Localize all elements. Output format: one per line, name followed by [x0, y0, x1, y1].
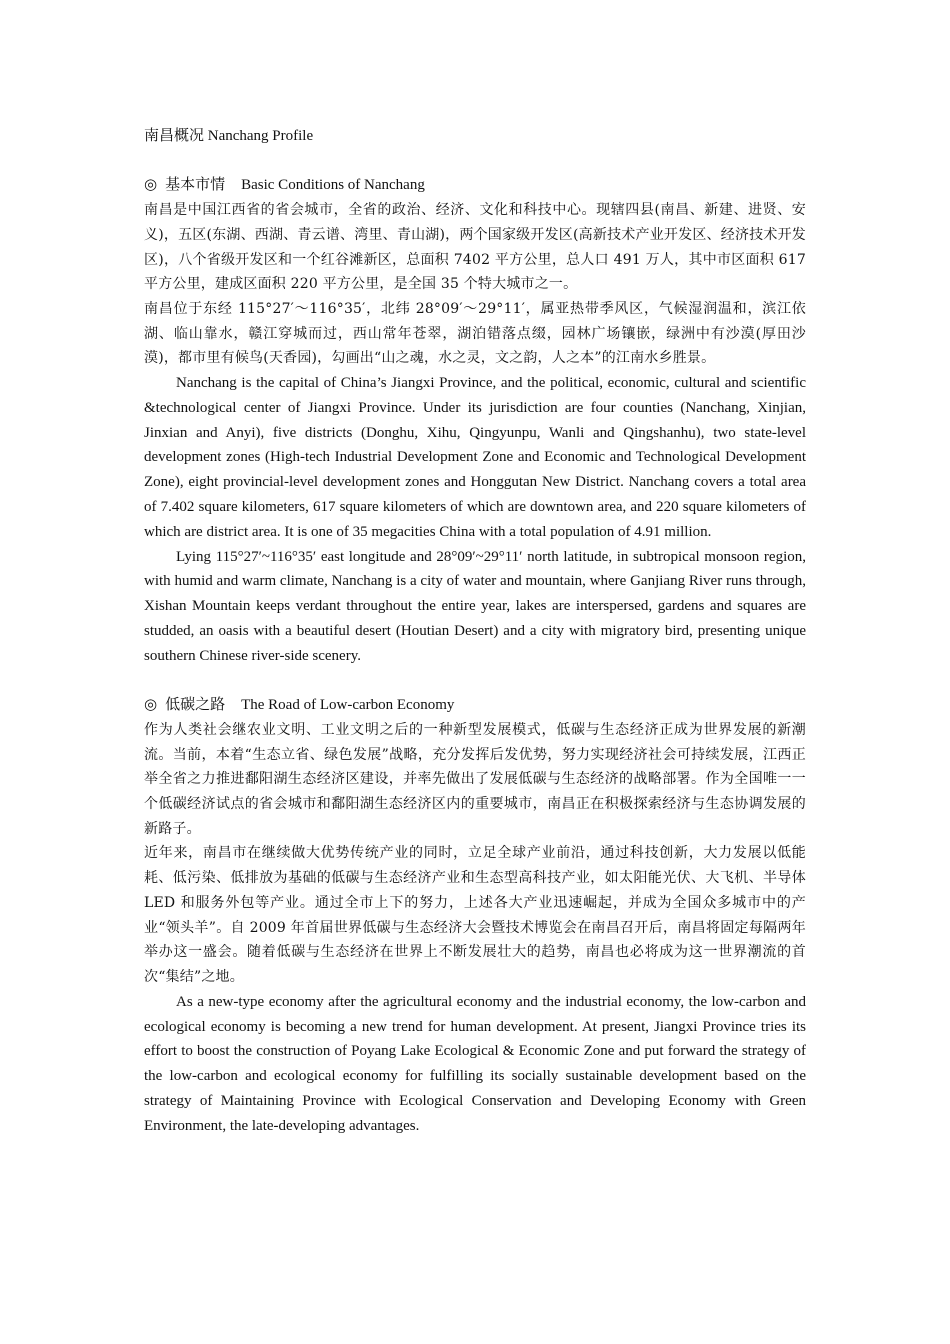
blank-line [144, 669, 806, 694]
paragraph-en: Nanchang is the capital of China’s Jiangxi Province, and the political, economic, cultural and scientific &technological center of Jiangxi Province. Under its jurisdiction are four counties (Nanchang, Xinjian, Jinxian and Anyi), five districts (Donghu, Xihu, Qingyunpu, Wanli and Qingshanhu), two state-level development zones (High-tech Industrial Development Zone and Economic and Technological Development Zone), eight provincial-level development zones and Honggutan New District. Nanchang covers a total area of 7.402 square kilometers, 617 square kilometers of which are downtown area, and 220 square kilometers of which are district area. It is one of 35 megacities China with a total population of 4.91 million. [144, 375, 806, 540]
document-title: 南昌概况 Nanchang Profile [144, 128, 314, 144]
paragraph-zh: 作为人类社会继农业文明、工业文明之后的一种新型发展模式，低碳与生态经济正成为世界发展的新潮流。当前，本着“生态立省、绿色发展”战略，充分发挥后发优势，努力实现经济社会可持续发展，江西正举全省之力推进鄱阳湖生态经济区建设，并率先做出了发展低碳与生态经济的战略部署。作为全国唯一一个低碳经济试点的省会城市和鄱阳湖生态经济区内的重要城市，南昌正在积极探索经济与生态协调发展的新路子。 [144, 721, 806, 837]
section-heading-en: Basic Conditions of Nanchang [241, 177, 425, 194]
section-heading-zh: 基本市情 [165, 177, 226, 194]
paragraph-zh: 南昌位于东经 115°27′～116°35′，北纬 28°09′～29°11′，属亚热带季风区，气候湿润温和，滨江依湖、临山靠水，赣江穿城而过，西山常年苍翠，湖泊错落点缀，园林广场镶嵌，绿洲中有沙漠(厚田沙漠)，都市里有候鸟(天香园)，勾画出“山之魂，水之灵，文之韵，人之本”的江南水乡胜景。 [144, 300, 806, 367]
paragraph-zh: 南昌是中国江西省的省会城市，全省的政治、经济、文化和科技中心。现辖四县(南昌、新建、进贤、安义)，五区(东湖、西湖、青云谱、湾里、青山湖)，两个国家级开发区(高新技术产业开发区、经济技术开发区)，八个省级开发区和一个红谷滩新区，总面积 7402 平方公里，总人口 491 万人，其中市区面积 617 平方公里，建成区面积 220 平方公里，是全国 35 个特大城市之一。 [144, 202, 806, 293]
section-basic-conditions [144, 173, 806, 668]
circle-bullet-icon: ◎ [144, 697, 158, 714]
section-low-carbon [144, 693, 806, 1138]
circle-bullet-icon: ◎ [144, 177, 158, 194]
paragraph-en: As a new-type economy after the agricultural economy and the industrial economy, the low-carbon and ecological economy is becoming a new trend for human development. At present, Jiangxi Province tries its effort to boost the construction of Poyang Lake Ecological & Economic Zone and put forward the strategy of the low-carbon and ecological economy for fulfilling its socially sustainable development based on the strategy of Maintaining Province with Ecological Conservation and Developing Economy with Green Environment, the late-developing advantages. [144, 993, 806, 1134]
section-heading [144, 693, 806, 718]
section-heading [144, 173, 806, 198]
paragraph-zh: 近年来，南昌市在继续做大优势传统产业的同时，立足全球产业前沿，通过科技创新，大力发展以低能耗、低污染、低排放为基础的低碳与生态经济产业和生态型高科技产业，如太阳能光伏、大飞机、半导体 LED 和服务外包等产业。通过全市上下的努力，上述各大产业迅速崛起，并成为全国众多城市中的产业“领头羊”。自 2009 年首届世界低碳与生态经济大会暨技术博览会在南昌召开后，南昌将固定每隔两年举办这一盛会。随着低碳与生态经济在世界上不断发展壮大的趋势，南昌也必将成为这一世界潮流的首次“集结”之地。 [144, 845, 806, 985]
paragraph-en: Lying 115°27′~116°35′ east longitude and 28°09′~29°11′ north latitude, in subtropical monsoon region, with humid and warm climate, Nanchang is a city of water and mountain, where Ganjiang River runs through, Xishan Mountain keeps verdant throughout the entire year, lakes are interspersed, gardens and squares are studded, an oasis with a beautiful desert (Houtian Desert) and a city with migratory bird, presenting unique southern Chinese river-side scenery. [144, 548, 806, 664]
section-heading-en: The Road of Low-carbon Economy [241, 697, 455, 714]
document-page [144, 124, 806, 1138]
section-heading-zh: 低碳之路 [165, 697, 226, 714]
blank-line [144, 149, 806, 174]
